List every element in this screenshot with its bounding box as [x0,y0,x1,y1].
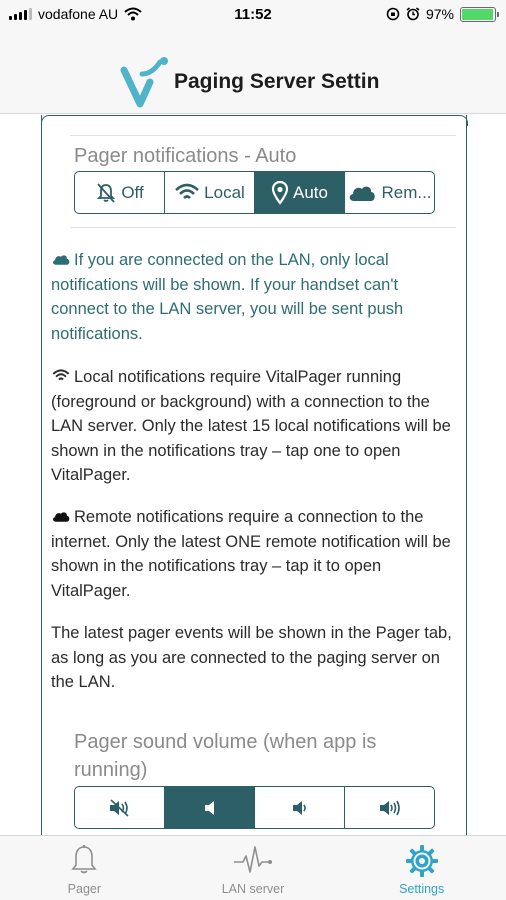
notification-option-label: Auto [293,182,328,202]
pager-notifications-selector [74,171,435,214]
wifi-icon [174,183,200,203]
speaker-low-icon [203,799,217,817]
sound-volume-label: Pager sound volume (when app is running) [74,731,377,781]
notification-option-label: Off [121,182,144,202]
pager-notifications-label: Pager notifications - Auto [74,145,297,167]
tab-pager[interactable] [0,836,169,900]
heartbeat-icon [233,844,273,876]
remote-info-text: Remote notifications require a connection to the internet. Only the latest ONE remote notification will be shown in the notifications tray – tap it to open VitalPager. [51,508,451,600]
rotation-lock-icon [386,7,400,21]
settings-card [41,115,467,835]
divider [70,135,456,136]
carrier-name: vodafone AU [38,6,119,22]
speaker-muted-icon [108,799,132,817]
cloud-icon [51,253,71,266]
bell-slash-icon [95,182,117,204]
location-pin-icon [271,181,289,205]
notification-option-label: Rem... [381,182,432,202]
notification-option-remote[interactable] [345,172,434,213]
wifi-icon [51,369,71,383]
auto-info-text: If you are connected on the LAN, only local notifications will be shown. If your handset can't connect to the LAN server, you will be sent push notifications. [51,251,404,343]
volume-option-medium[interactable] [255,787,345,828]
settings-scroll-view[interactable] [0,115,506,835]
remote-notifications-info [51,505,455,603]
tab-label: LAN server [221,882,285,896]
nav-header [0,30,506,114]
cloud-icon [51,510,71,523]
status-time: 11:52 [234,6,272,23]
divider [70,227,456,228]
auto-notifications-info [51,248,455,346]
notification-option-local[interactable] [165,172,255,213]
bell-icon [69,844,99,876]
tab-lan-server[interactable] [169,836,338,900]
status-bar [0,0,506,30]
tab-label: Settings [399,882,445,896]
alarm-icon [406,7,420,21]
notification-option-label: Local [204,182,245,202]
notification-option-auto[interactable] [255,172,345,213]
notification-option-off[interactable] [75,172,165,213]
local-info-text: Local notifications require VitalPager running (foreground or background) with a connection to the LAN server. Only the latest 15 local notifications will be shown in the notifications tray – tap one to open VitalPager. [51,368,451,484]
volume-option-low[interactable] [165,787,255,828]
cloud-icon [347,183,377,203]
tab-label: Pager [67,882,102,896]
battery-icon [460,7,496,22]
speaker-medium-icon [291,799,309,817]
volume-option-muted[interactable] [75,787,165,828]
battery-percent: 97% [425,6,454,22]
speaker-high-icon [378,799,402,817]
gear-icon [405,844,439,878]
page-title: Paging Server Settin [174,70,380,93]
volume-option-high[interactable] [345,787,434,828]
tab-bar [0,835,506,900]
local-notifications-info [51,365,455,488]
sound-volume-selector [74,786,435,829]
vitalpager-logo-icon [120,56,174,110]
status-bar-right [386,6,496,22]
pager-events-info: The latest pager events will be shown in the Pager tab, as long as you are connected to the paging server on the LAN. [51,624,452,691]
tab-settings[interactable] [337,836,506,900]
battery-level [462,9,493,20]
